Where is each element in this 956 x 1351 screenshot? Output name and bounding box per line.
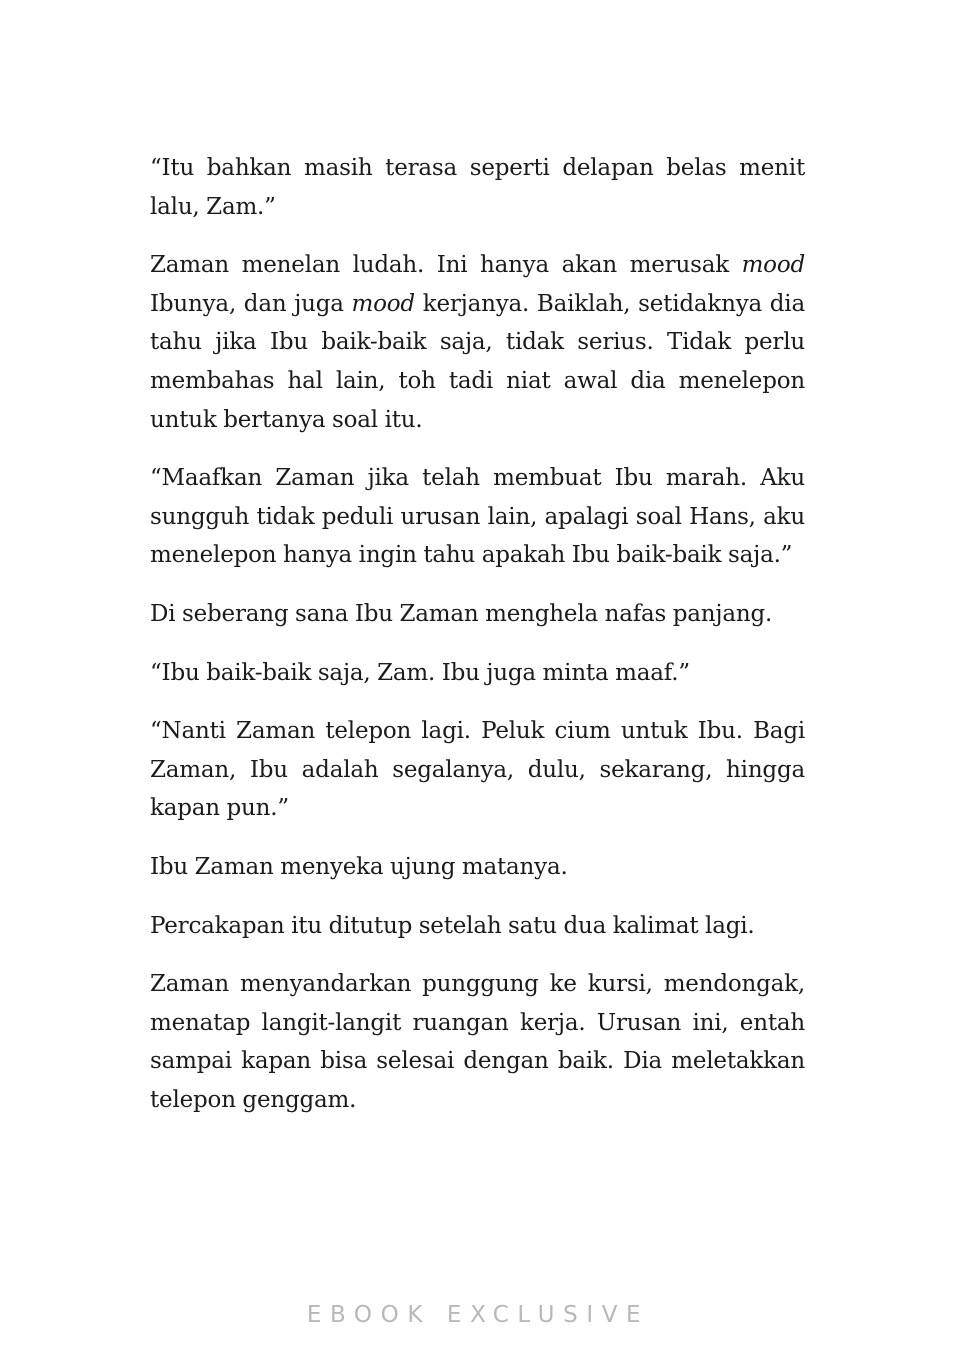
italic-word: mood [351,290,415,317]
paragraph-8 [150,907,805,946]
paragraph-text: Di seberang sana Ibu Zaman menghela nafas panjang. [150,600,773,627]
paragraph-6 [150,712,805,828]
page-body [150,149,805,1139]
paragraph-text: “Maafkan Zaman jika telah membuat Ibu marah. Aku sungguh tidak peduli urusan lain, apalagi soal Hans, aku menelepon hanya ingin tahu apakah Ibu baik-baik saja.” [150,465,805,569]
paragraph-9 [150,965,805,1119]
paragraph-1 [150,149,805,226]
paragraph-4 [150,595,805,634]
paragraph-text: Zaman menelan ludah. Ini hanya akan merusak [150,252,742,279]
paragraph-text: Ibu Zaman menyeka ujung matanya. [150,853,568,880]
paragraph-text: “Nanti Zaman telepon lagi. Peluk cium untuk Ibu. Bagi Zaman, Ibu adalah segalanya, dulu, sekarang, hingga kapan pun.” [150,718,805,822]
paragraph-text: “Itu bahkan masih terasa seperti delapan belas menit lalu, Zam.” [150,155,805,220]
paragraph-2 [150,246,805,439]
italic-word: mood [741,252,805,279]
paragraph-3 [150,459,805,575]
paragraph-7 [150,848,805,887]
paragraph-text: “Ibu baik-baik saja, Zam. Ibu juga minta maaf.” [150,659,690,686]
paragraph-text: Ibunya, dan juga [150,290,352,317]
paragraph-5 [150,654,805,693]
paragraph-text: kerjanya. Baiklah, setidaknya dia tahu jika Ibu baik-baik saja, tidak serius. Tidak perlu membahas hal lain, toh tadi niat awal dia menelepon untuk bertanya soal itu. [150,290,805,433]
paragraph-text: Zaman menyandarkan punggung ke kursi, mendongak, menatap langit-langit ruangan kerja. Urusan ini, entah sampai kapan bisa selesai dengan baik. Dia meletakkan telepon genggam. [150,971,805,1113]
footer-label: EBOOK EXCLUSIVE [306,1302,650,1328]
paragraph-text: Percakapan itu ditutup setelah satu dua kalimat lagi. [150,912,755,939]
